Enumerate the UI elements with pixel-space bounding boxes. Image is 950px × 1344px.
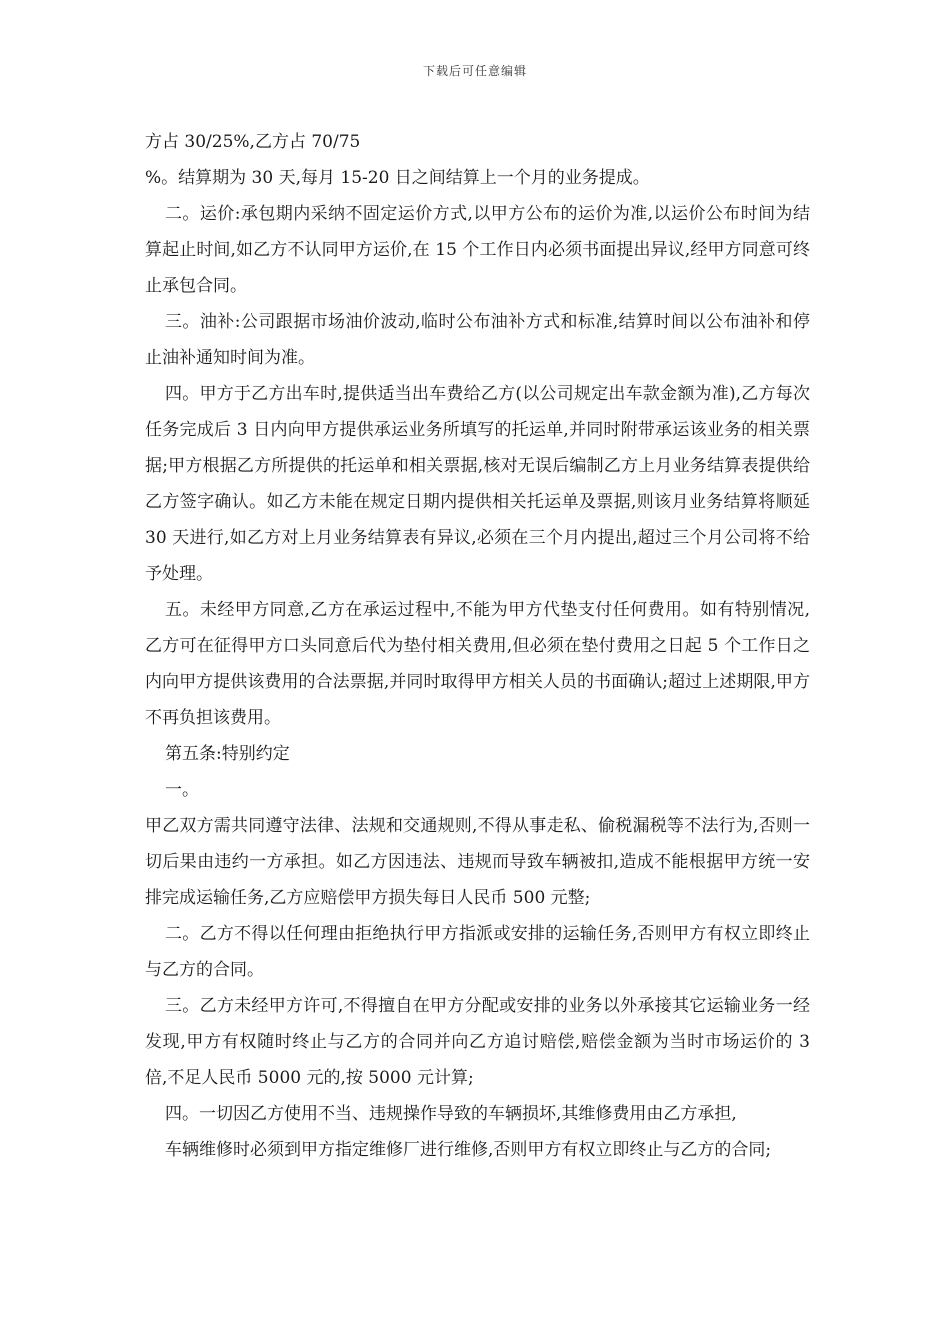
paragraph: 三。油补:公司跟据市场油价波动,临时公布油补方式和标准,结算时间以公布油补和停止油补通知时间为准。 [145,312,810,368]
paragraph: 三。乙方未经甲方许可,不得擅自在甲方分配或安排的业务以外承接其它运输业务一经发现,甲方有权随时终止与乙方的合同并向乙方追讨赔偿,赔偿金额为当时市场运价的 3 倍,不足人民币 5000 元的,按 5000 元计算; [145,996,810,1088]
paragraph: 五。未经甲方同意,乙方在承运过程中,不能为甲方代垫支付任何费用。如有特别情况,乙方可在征得甲方口头同意后代为垫付相关费用,但必须在垫付费用之日起 5 个工作日之内向甲方提供该费用的合法票据,并同时取得甲方相关人员的书面确认;超过上述期限,甲方不再负担该费用。 [145,600,810,728]
paragraph: 甲乙双方需共同遵守法律、法规和交通规则,不得从事走私、偷税漏税等不法行为,否则一切后果由违约一方承担。如乙方因违法、违规而导致车辆被扣,造成不能根据甲方统一安排完成运输任务,乙方应赔偿甲方损失每日人民币 500 元整; [145,816,810,908]
page-header: 下载后可任意编辑 [422,64,527,78]
paragraph: 二。乙方不得以任何理由拒绝执行甲方指派或安排的运输任务,否则甲方有权立即终止与乙方的合同。 [145,924,810,980]
paragraph: 四。一切因乙方使用不当、违规操作导致的车辆损坏,其维修费用由乙方承担, [165,1104,737,1124]
paragraph: %。结算期为 30 天,每月 15-20 日之间结算上一个月的业务提成。 [145,168,650,188]
paragraph: 四。甲方于乙方出车时,提供适当出车费给乙方(以公司规定出车款金额为准),乙方每次任务完成后 3 日内向甲方提供承运业务所填写的托运单,并同时附带承运该业务的相关票据;甲方根据乙方所提供的托运单和相关票据,核对无误后编制乙方上月业务结算表提供给乙方签字确认。如乙方未能在规定日期内提供相关托运单及票据,则该月业务结算将顺延 30 天进行,如乙方对上月业务结算表有异议,必须在三个月内提出,超过三个月公司将不给予处理。 [145,384,810,584]
paragraph: 一。 [165,780,199,800]
paragraph: 二。运价:承包期内采纳不固定运价方式,以甲方公布的运价为准,以运价公布时间为结算起止时间,如乙方不认同甲方运价,在 15 个工作日内必须书面提出异议,经甲方同意可终止承包合同。 [145,204,810,296]
paragraph: 车辆维修时必须到甲方指定维修厂进行维修,否则甲方有权立即终止与乙方的合同; [165,1140,772,1160]
document-body [145,124,810,1168]
paragraph: 方占 30/25%,乙方占 70/75 [145,132,361,152]
section-heading: 第五条:特别约定 [165,744,290,764]
